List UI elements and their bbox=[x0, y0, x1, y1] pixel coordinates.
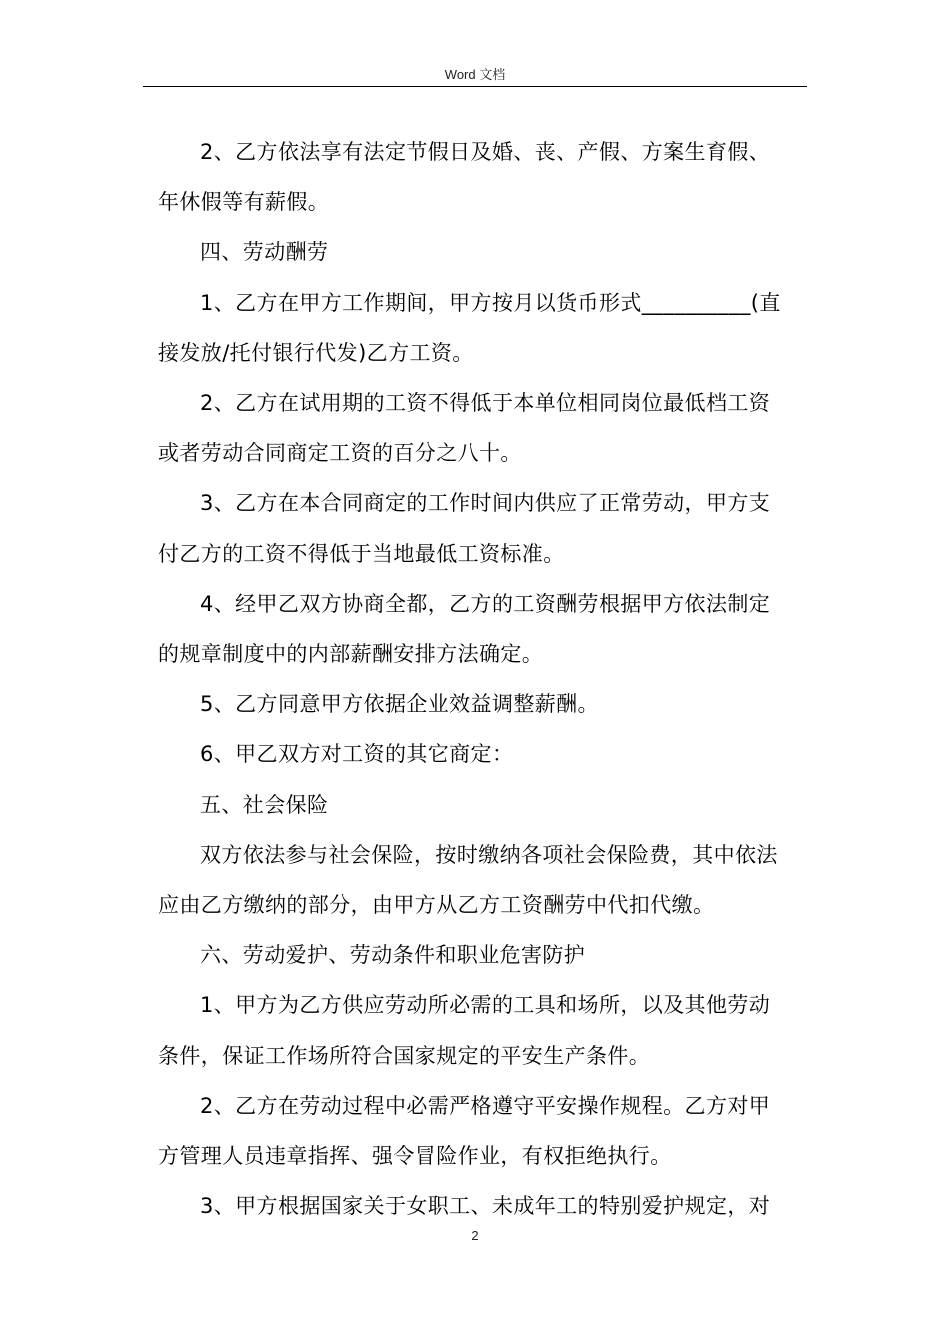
paragraph-special-protection: 3、甲方根据国家关于女职工、未成年工的特别爱护规定，对 bbox=[200, 1194, 771, 1219]
section-heading-remuneration: 四、劳动酬劳 bbox=[200, 240, 329, 265]
paragraph-leave: 2、乙方依法享有法定节假日及婚、丧、产假、方案生育假、 年休假等有薪假。 bbox=[158, 140, 771, 215]
paragraph-salary-adjust: 5、乙方同意甲方依据企业效益调整薪酬。 bbox=[200, 692, 599, 717]
document-body bbox=[158, 127, 809, 1231]
paragraph-salary-payment: 1、乙方在甲方工作期间，甲方按月以货币形式__________(直 接发放/托付银行代发)乙方工资。 bbox=[158, 290, 781, 365]
section-heading-social-insurance: 五、社会保险 bbox=[200, 792, 329, 817]
document-header: Word 文档 bbox=[444, 67, 506, 82]
paragraph-work-conditions: 1、甲方为乙方供应劳动所必需的工具和场所，以及其他劳动 条件，保证工作场所符合国家规定的平安生产条件。 bbox=[158, 993, 771, 1068]
paragraph-minimum-wage: 3、乙方在本合同商定的工作时间内供应了正常劳动，甲方支 付乙方的工资不得低于当地最低工资标准。 bbox=[158, 491, 771, 566]
paragraph-other-agreement: 6、甲乙双方对工资的其它商定： bbox=[200, 742, 514, 767]
page-number: 2 bbox=[471, 1228, 479, 1243]
paragraph-social-insurance: 双方依法参与社会保险，按时缴纳各项社会保险费，其中依法 应由乙方缴纳的部分，由甲方从乙方工资酬劳中代扣代缴。 bbox=[158, 842, 778, 918]
paragraph-salary-system: 4、经甲乙双方协商全都，乙方的工资酬劳根据甲方依法制定 的规章制度中的内部薪酬安排方法确定。 bbox=[158, 591, 771, 667]
section-heading-labor-protection: 六、劳动爱护、劳动条件和职业危害防护 bbox=[200, 943, 586, 968]
paragraph-safety-rules: 2、乙方在劳动过程中必需严格遵守平安操作规程。乙方对甲 方管理人员违章指挥、强令冒险作业，有权拒绝执行。 bbox=[158, 1093, 771, 1169]
header-divider bbox=[143, 86, 807, 87]
paragraph-probation-salary: 2、乙方在试用期的工资不得低于本单位相同岗位最低档工资 或者劳动合同商定工资的百分之八十。 bbox=[158, 391, 771, 466]
